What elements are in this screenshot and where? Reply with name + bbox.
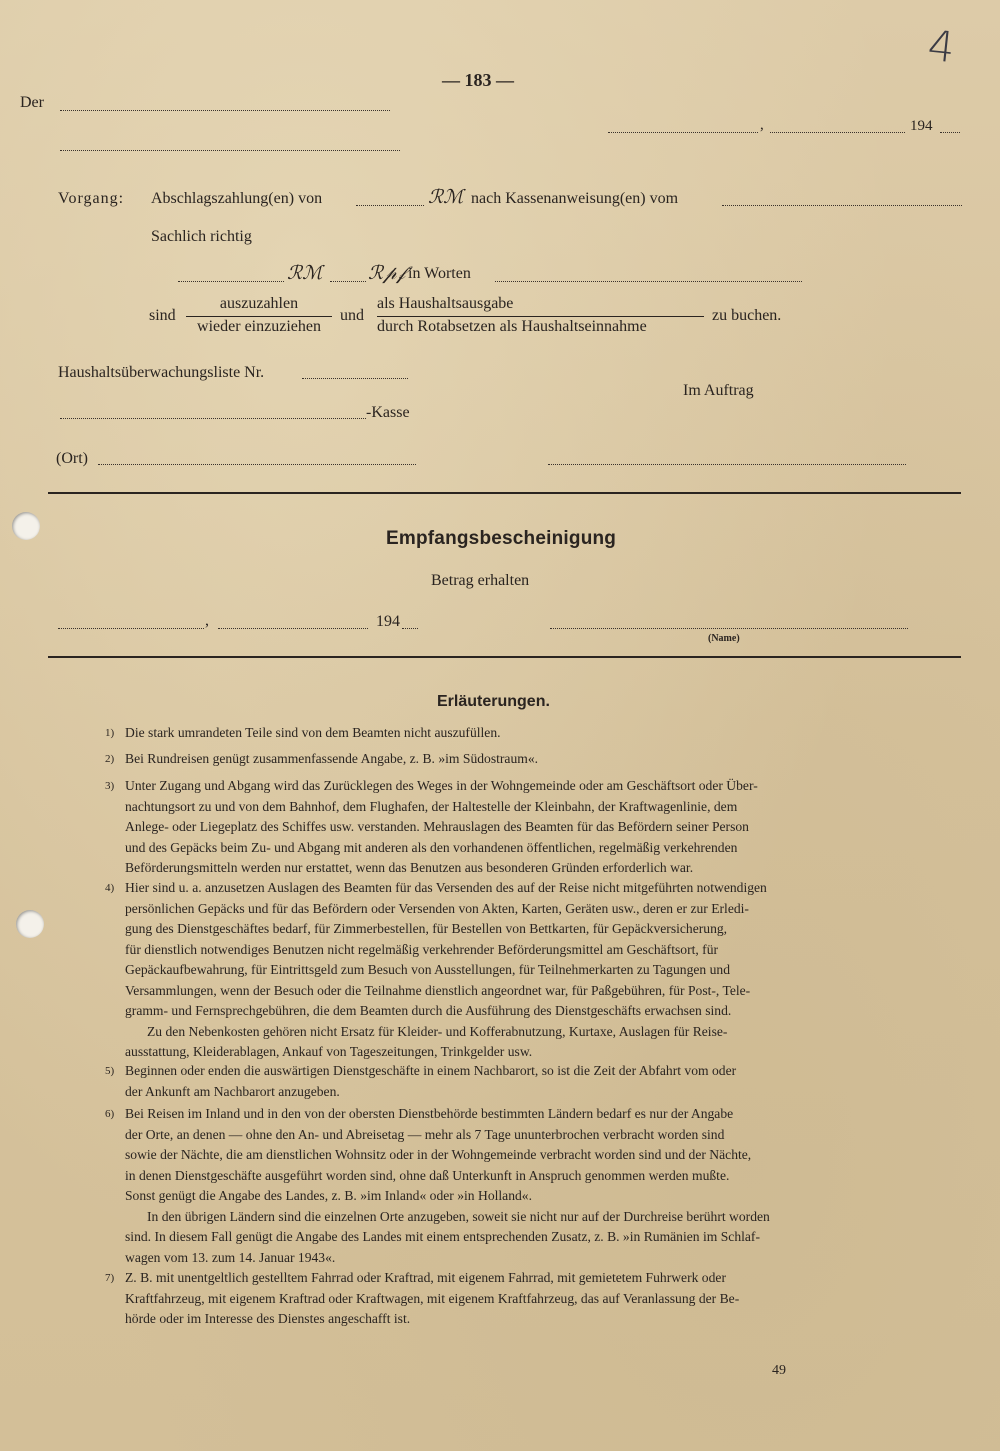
receipt-name-field[interactable] <box>550 628 908 629</box>
note-4-line-6: Versammlungen, wenn der Besuch oder die Teilnahme dienstlich angeordnet war, für Paßgebühren, für Post-, Tele- <box>125 982 751 998</box>
fraction-line-2 <box>377 316 704 317</box>
im-auftrag-label: Im Auftrag <box>683 382 754 399</box>
note-4-number: 4) <box>105 882 115 894</box>
note-7-line-1: Z. B. mit unentgeltlich gestelltem Fahrrad oder Kraftrad, mit eigenem Fahrrad, mit gemietetem Fuhrwerk oder <box>125 1270 726 1285</box>
divider-top <box>48 492 961 494</box>
receipt-year-prefix: 194 <box>376 613 400 630</box>
rpf-unit: ℛ𝓅𝒻 <box>368 262 406 284</box>
ort-label: (Ort) <box>56 450 88 467</box>
punch-hole-bottom <box>16 910 44 938</box>
ort-field[interactable] <box>98 464 416 465</box>
als-haushaltsausgabe-text: als Haushaltsausgabe <box>377 295 514 312</box>
note-7-number: 7) <box>105 1272 115 1284</box>
fraction-line-1 <box>186 316 332 317</box>
note-6-extra-1: In den übrigen Ländern sind die einzelnen Orte anzugeben, soweit sie nicht nur auf der Durchreise berührt worden <box>147 1208 770 1224</box>
note-6-line-2: der Orte, an denen — ohne den An- und Abreisetag — mehr als 7 Tage ununterbrochen verbracht worden sind <box>125 1126 725 1142</box>
receipt-place-field[interactable] <box>58 628 204 629</box>
kassenanweisung-date-field[interactable] <box>722 205 962 206</box>
der-second-field[interactable] <box>60 150 400 151</box>
archive-mark: 4 <box>925 20 958 73</box>
note-3-line-5: Beförderungsmitteln werden nur erstattet, wenn das Benutzen aus besonderen Gründen erforderlich war. <box>125 860 694 875</box>
divider-bottom <box>48 656 961 658</box>
note-1-line: Die stark umrandeten Teile sind von dem Beamten nicht auszufüllen. <box>125 725 501 740</box>
note-6-number: 6) <box>105 1108 115 1120</box>
wieder-einzuziehen-text: wieder einzuziehen <box>197 318 321 335</box>
note-4-line-2: persönlichen Gepäcks und für das Befördern oder Versenden von Akten, Karten, Geräten usw., deren er zur Erledi- <box>125 900 749 916</box>
note-4-line-3: gung des Dienstgeschäftes bedarf, für Zimmerbestellen, für Bestellen von Bettkarten, für Gepäckversicherung, <box>125 921 728 936</box>
punch-hole-top <box>12 512 40 540</box>
note-6-line-3: sowie der Nächte, die am dienstlichen Wohnsitz oder in der Wohngemeinde verbracht worden sind und der Nächte, <box>125 1147 752 1162</box>
kasse-field[interactable] <box>60 418 366 419</box>
note-3-line-2: nachtungsort zu und von dem Bahnhof, dem Flughafen, der Haltestelle der Kleinbahn, der Kraftwagenlinie, dem <box>125 798 738 814</box>
abschlag-text: Abschlagszahlung(en) von <box>151 190 323 207</box>
zu-buchen-label: zu buchen. <box>712 307 782 324</box>
note-4-line-7: gramm- und Fernsprechgebühren, die dem Beamten durch die Ausführung des Dienstgeschäfts erwachsen sind. <box>125 1003 732 1018</box>
note-2-line: Bei Rundreisen genügt zusammenfassende Angabe, z. B. »im Südostraum«. <box>125 751 539 766</box>
date-day-field[interactable] <box>770 132 905 133</box>
betrag-erhalten: Betrag erhalten <box>431 572 530 589</box>
der-label: Der <box>20 94 44 111</box>
receipt-comma: , <box>205 612 209 629</box>
page-number: — 183 — <box>442 70 514 90</box>
receipt-name-label: (Name) <box>708 633 740 644</box>
nach-kassenanweisung-text: nach Kassenanweisung(en) vom <box>471 190 679 207</box>
rm-amount-field[interactable] <box>178 281 284 282</box>
receipt-day-field[interactable] <box>218 628 368 629</box>
ueberwachungsliste-number-field[interactable] <box>302 378 408 379</box>
und-label: und <box>340 307 364 324</box>
note-3-line-3: Anlege- oder Liegeplatz des Schiffes usw. verstanden. Mehrauslagen des Beamten für das Befördern seiner Person <box>125 819 749 834</box>
note-5-line-2: der Ankunft am Nachbarort anzugeben. <box>125 1083 340 1099</box>
signature-field[interactable] <box>548 464 906 465</box>
abschlag-amount-field[interactable] <box>356 205 424 206</box>
auszuzahlen-text: auszuzahlen <box>219 295 299 312</box>
footer-number: 49 <box>772 1363 786 1378</box>
year-suffix-field[interactable] <box>940 132 960 133</box>
note-4-line-5: Gepäckaufbewahrung, für Eintrittsgeld zum Besuch von Ausstellungen, für Teilnehmerkarten zu Tagungen und <box>125 962 730 977</box>
rpf-amount-field[interactable] <box>330 281 366 282</box>
note-7-line-3: hörde oder im Interesse des Dienstes angeschafft ist. <box>125 1311 411 1326</box>
rm-unit-2: ℛℳ <box>287 262 323 284</box>
note-5-number: 5) <box>105 1065 115 1077</box>
der-field[interactable] <box>60 110 390 111</box>
note-6-line-4: in denen Dienstgeschäfte ausgeführt worden sind, ohne daß Unterkunft in Anspruch genommen werden mußte. <box>125 1167 730 1183</box>
vorgang-label: Vorgang: <box>58 190 125 207</box>
note-6-line-1: Bei Reisen im Inland und in den von der obersten Dienstbehörde bestimmten Ländern bedarf es nur der Angabe <box>125 1106 734 1121</box>
year-prefix: 194 <box>910 118 933 134</box>
receipt-title: Empfangsbescheinigung <box>386 528 617 549</box>
date-place-field[interactable] <box>608 132 758 133</box>
notes-title: Erläuterungen. <box>437 693 550 710</box>
note-7-line-2: Kraftfahrzeug, mit eigenem Kraftrad oder Kraftwagen, mit eigenem Kraftfahrzeug, das auf Veranlassung der Be- <box>125 1290 740 1306</box>
note-5-line-1: Beginnen oder enden die auswärtigen Dienstgeschäfte in einem Nachbarort, so ist die Zeit der Abfahrt vom oder <box>125 1063 737 1078</box>
ueberwachungsliste-label: Haushaltsüberwachungsliste Nr. <box>58 364 265 381</box>
sind-label: sind <box>149 307 176 324</box>
kasse-label: -Kasse <box>366 404 410 421</box>
rm-unit: ℛℳ <box>428 186 464 208</box>
note-3-line-1: Unter Zugang und Abgang wird das Zurücklegen des Weges in der Wohngemeinde oder am Geschäftsort oder Über- <box>125 778 758 793</box>
note-6-extra-2: sind. In diesem Fall genügt die Angabe des Landes mit einem entsprechenden Zusatz, z. B. »in Rumänien im Schlaf- <box>125 1229 760 1244</box>
note-3-number: 3) <box>105 780 115 792</box>
note-4-line-4: für dienstlich notwendiges Benutzen nicht regelmäßig verkehrender Beförderungsmittel am Geschäftsort, für <box>125 941 719 957</box>
receipt-year-field[interactable] <box>402 628 418 629</box>
note-6-extra-3: wagen vom 13. zum 14. Januar 1943«. <box>125 1249 336 1265</box>
sachlich-richtig: Sachlich richtig <box>151 228 252 245</box>
date-comma: , <box>760 117 764 133</box>
in-worten-field[interactable] <box>495 281 802 282</box>
note-3-line-4: und des Gepäcks beim Zu- und Abgang mit anderen als den vorhandenen öffentlichen, regelmäßig verkehrenden <box>125 839 738 855</box>
note-1-number: 1) <box>105 727 115 739</box>
note-4-line-1: Hier sind u. a. anzusetzen Auslagen des Beamten für das Versenden des auf der Reise nicht mitgeführten notwendigen <box>125 880 767 895</box>
note-4-extra-1: Zu den Nebenkosten gehören nicht Ersatz für Kleider- und Kofferabnutzung, Kurtaxe, Auslagen für Reise- <box>147 1023 728 1039</box>
in-worten-label: in Worten <box>408 265 471 282</box>
note-2-number: 2) <box>105 753 115 765</box>
durch-rotabsetzen-text: durch Rotabsetzen als Haushaltseinnahme <box>377 318 647 335</box>
note-4-extra-2: ausstattung, Kleiderablagen, Ankauf von Tageszeitungen, Trinkgelder usw. <box>125 1044 533 1059</box>
note-6-line-5: Sonst genügt die Angabe des Landes, z. B. »im Inland« oder »in Holland«. <box>125 1188 532 1203</box>
